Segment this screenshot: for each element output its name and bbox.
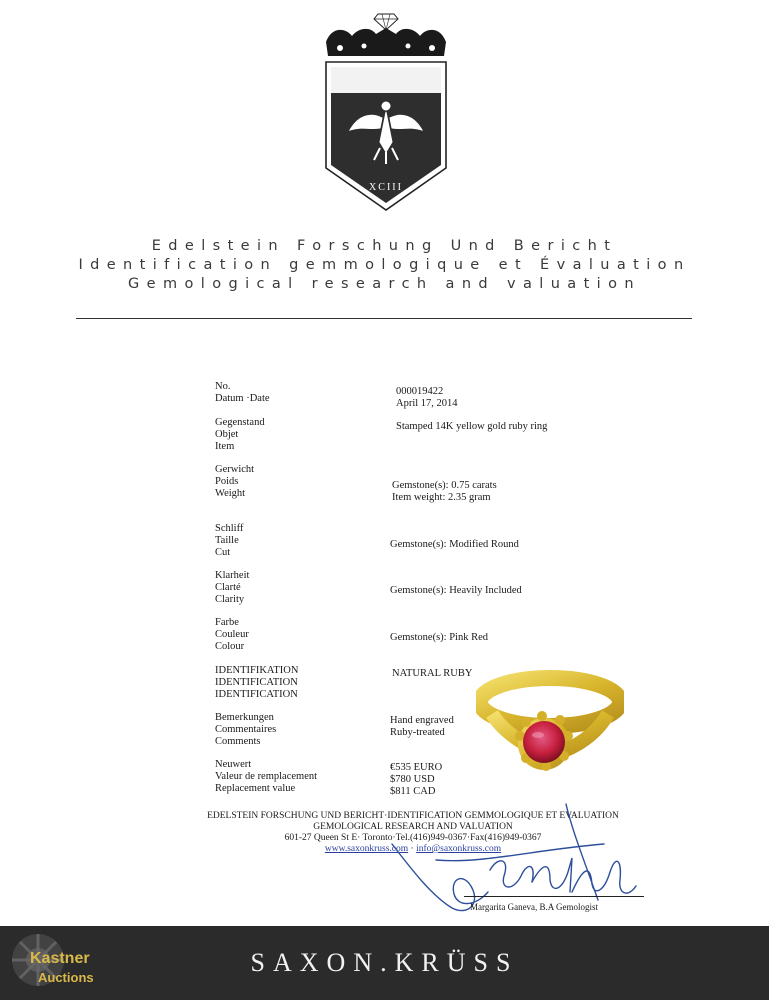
comments-value-treated: Ruby-treated	[390, 727, 445, 738]
colour-value: Gemstone(s): Pink Red	[390, 632, 488, 643]
contact-separator: ·	[410, 844, 414, 854]
watermark-line-2: Auctions	[38, 970, 94, 985]
weight-value-gemstone: Gemstone(s): 0.75 carats	[392, 480, 497, 491]
no-value: 000019422	[396, 386, 444, 397]
replacement-value-cad: $811 CAD	[390, 786, 436, 797]
replacement-label-de: Neuwert	[215, 759, 252, 770]
replacement-value-usd: $780 USD	[390, 774, 435, 785]
auction-watermark	[8, 930, 114, 994]
colour-label-en: Colour	[215, 641, 245, 652]
colour-label-de: Farbe	[215, 617, 239, 628]
crest-emblem	[322, 8, 450, 214]
website-link[interactable]: www.saxonkruss.com	[324, 844, 409, 854]
header-line-fr: Identification gemmologique et Évaluation	[78, 257, 691, 273]
ident-label-en: IDENTIFICATION	[215, 689, 298, 700]
replacement-label-en: Replacement value	[215, 783, 296, 794]
ornament-band	[326, 28, 446, 56]
footer-line-1: EDELSTEIN FORSCHUNG UND BERICHT·IDENTIFICATION GEMMOLOGIQUE ET EVALUATION	[207, 811, 619, 821]
replacement-value-eur: €535 EURO	[390, 762, 443, 773]
header-divider	[76, 318, 692, 319]
colour-label-fr: Couleur	[215, 629, 249, 640]
item-value: Stamped 14K yellow gold ruby ring	[396, 421, 548, 432]
footer-line-3: 601-27 Queen St E· Toronto·Tel.(416)949-0367·Fax(416)949-0367	[284, 833, 542, 843]
diamond-icon	[374, 14, 398, 30]
item-label-fr: Objet	[215, 429, 239, 440]
cut-value: Gemstone(s): Modified Round	[390, 539, 519, 550]
cut-label-de: Schliff	[215, 523, 244, 534]
ident-label-de: IDENTIFIKATION	[215, 665, 299, 676]
ident-value: NATURAL RUBY	[392, 668, 473, 679]
item-label-de: Gegenstand	[215, 417, 265, 428]
watermark-line-1: Kastner	[30, 950, 90, 967]
comments-label-de: Bemerkungen	[215, 712, 274, 723]
clarity-value: Gemstone(s): Heavily Included	[390, 585, 522, 596]
weight-value-item: Item weight: 2.35 gram	[392, 492, 491, 503]
weight-label-de: Gerwicht	[215, 464, 255, 475]
clarity-label-de: Klarheit	[215, 570, 250, 581]
replacement-label-fr: Valeur de remplacement	[215, 771, 318, 782]
email-link[interactable]: info@saxonkruss.com	[416, 844, 502, 854]
item-label-en: Item	[215, 441, 235, 452]
crest-numeral: XCIII	[369, 182, 403, 193]
no-label: No.	[215, 381, 231, 392]
ruby-ring-photo	[476, 656, 624, 784]
ruby-gem	[523, 721, 565, 763]
clarity-label-en: Clarity	[215, 594, 245, 605]
date-label: Datum ·Date	[215, 393, 270, 404]
date-value: April 17, 2014	[396, 398, 458, 409]
signature-line	[464, 896, 644, 897]
clarity-label-fr: Clarté	[215, 582, 241, 593]
footer-line-2: GEMOLOGICAL RESEARCH AND VALUATION	[313, 822, 513, 832]
brand-logo-text: SAXON.KRÜSS	[250, 948, 519, 977]
cut-label-fr: Taille	[215, 535, 239, 546]
weight-label-en: Weight	[215, 488, 246, 499]
header-line-de: Edelstein Forschung Und Bericht	[151, 238, 618, 254]
comments-label-fr: Commentaires	[215, 724, 277, 735]
comments-value-engraved: Hand engraved	[390, 715, 454, 726]
signature-name: Margarita Ganeva, B.A Gemologist	[470, 902, 599, 912]
comments-label-en: Comments	[215, 736, 261, 747]
header-line-en: Gemological research and valuation	[128, 276, 641, 292]
weight-label-fr: Poids	[215, 476, 239, 487]
cut-label-en: Cut	[215, 547, 231, 558]
ident-label-fr: IDENTIFICATION	[215, 677, 298, 688]
